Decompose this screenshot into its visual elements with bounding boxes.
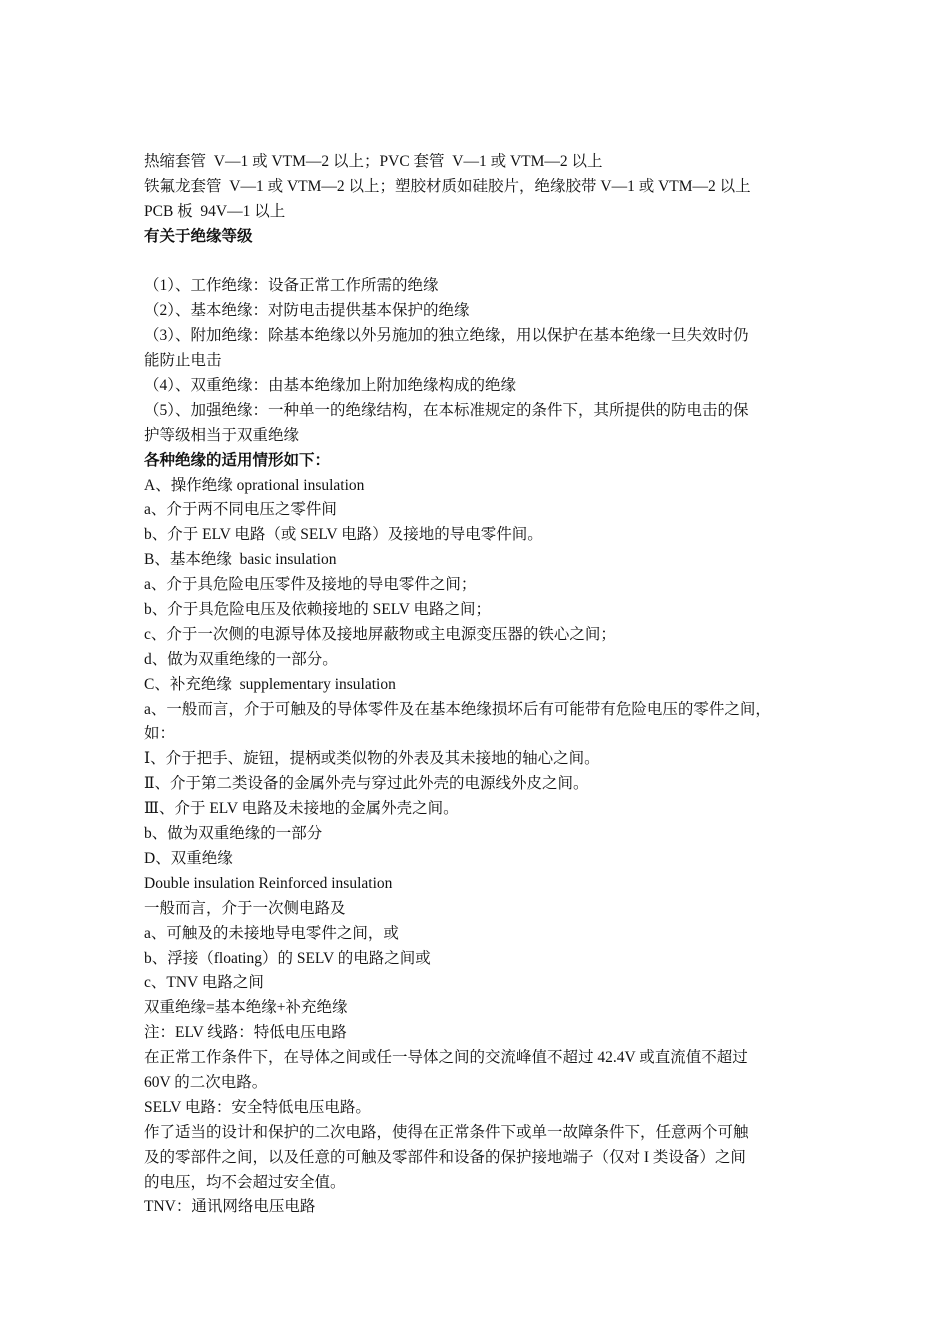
text-line: b、介于具危险电压及依赖接地的 SELV 电路之间； (144, 601, 492, 619)
document-body (144, 150, 824, 1220)
text-line: 热缩套管 V—1 或 VTM—2 以上；PVC 套管 V—1 或 VTM—2 以上 (144, 153, 603, 170)
text-line: C、补充绝缘 supplementary insulation (144, 675, 396, 693)
text-line: SELV 电路：安全特低电压电路。 (144, 1098, 371, 1116)
text-line: c、TNV 电路之间 (144, 974, 264, 992)
text-line: 60V 的二次电路。 (144, 1073, 268, 1091)
text-line: b、做为双重绝缘的一部分 (144, 825, 323, 843)
text-line: d、做为双重绝缘的一部分。 (144, 650, 338, 668)
text-line: D、双重绝缘 (144, 849, 233, 867)
text-line: 铁氟龙套管 V—1 或 VTM—2 以上；塑胶材质如硅胶片，绝缘胶带 V—1 或 VTM—2 以上 (144, 177, 751, 195)
text-line: c、介于一次侧的电源导体及接地屏蔽物或主电源变压器的铁心之间； (144, 625, 616, 643)
text-line: 及的零部件之间，以及任意的可触及零部件和设备的保护接地端子（仅对 I 类设备）之间 (144, 1148, 746, 1166)
text-line: A、操作绝缘 oprational insulation (144, 476, 365, 494)
text-line: 作了适当的设计和保护的二次电路，使得在正常条件下或单一故障条件下，任意两个可触 (144, 1123, 749, 1141)
text-line: 双重绝缘=基本绝缘+补充绝缘 (144, 999, 348, 1017)
text-line: Ⅰ、介于把手、旋钮，提柄或类似物的外表及其未接地的轴心之间。 (144, 750, 600, 768)
text-line: 能防止电击 (144, 352, 222, 370)
text-line: 护等级相当于双重绝缘 (144, 426, 300, 444)
text-line: TNV：通讯网络电压电路 (144, 1198, 316, 1216)
text-line: Double insulation Reinforced insulation (144, 874, 393, 892)
text-line: a、介于两不同电压之零件间 (144, 501, 337, 519)
text-line: 一般而言，介于一次侧电路及 (144, 899, 346, 917)
text-line: B、基本绝缘 basic insulation (144, 551, 337, 569)
section-heading: 有关于绝缘等级 (144, 227, 253, 245)
text-line: a、介于具危险电压零件及接地的导电零件之间； (144, 576, 477, 594)
text-line: （2）、基本绝缘：对防电击提供基本保护的绝缘 (144, 302, 470, 320)
text-line: （1）、工作绝缘：设备正常工作所需的绝缘 (144, 277, 439, 295)
text-line: Ⅲ、介于 ELV 电路及未接地的金属外壳之间。 (144, 800, 459, 818)
text-line: （4）、双重绝缘：由基本绝缘加上附加绝缘构成的绝缘 (144, 377, 517, 395)
text-line: Ⅱ、介于第二类设备的金属外壳与穿过此外壳的电源线外皮之间。 (144, 775, 589, 793)
text-line: a、可触及的未接地导电零件之间，或 (144, 924, 399, 942)
text-line: 如： (144, 725, 176, 743)
text-line: 注：ELV 线路：特低电压电路 (144, 1024, 347, 1042)
text-line: b、浮接（floating）的 SELV 的电路之间或 (144, 949, 431, 967)
text-line: 在正常工作条件下，在导体之间或任一导体之间的交流峰值不超过 42.4V 或直流值不超过 (144, 1049, 748, 1067)
text-line: a、一般而言，介于可触及的导体零件及在基本绝缘损坏后有可能带有危险电压的零件之间， (144, 700, 771, 718)
text-line: PCB 板 94V—1 以上 (144, 202, 286, 220)
text-line: （5）、加强绝缘：一种单一的绝缘结构，在本标准规定的条件下，其所提供的防电击的保 (144, 401, 749, 419)
text-line: （3）、附加绝缘：除基本绝缘以外另施加的独立绝缘，用以保护在基本绝缘一旦失效时仍 (144, 327, 749, 345)
text-line: 的电压，均不会超过安全值。 (144, 1173, 346, 1191)
text-line: b、介于 ELV 电路（或 SELV 电路）及接地的导电零件间。 (144, 526, 543, 544)
blank-line (144, 250, 824, 275)
section-heading: 各种绝缘的适用情形如下： (144, 451, 331, 469)
